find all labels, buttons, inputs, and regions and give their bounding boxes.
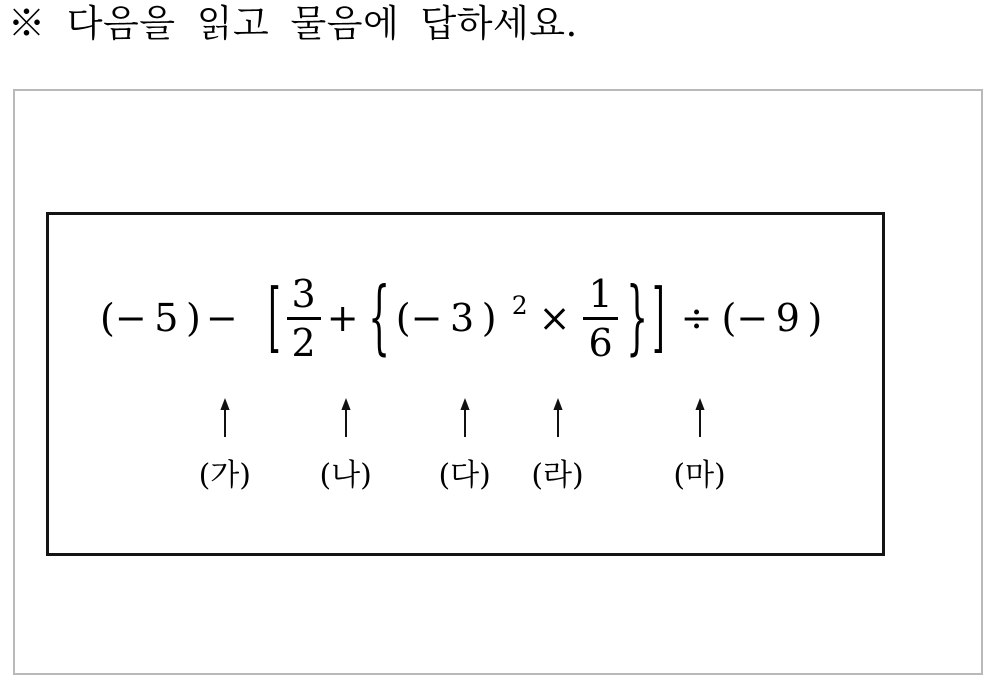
- power-term: [395, 291, 528, 340]
- minus-operator: −: [205, 296, 238, 340]
- annotation-label: (마): [673, 458, 726, 493]
- instruction-heading: ※ 다음을 읽고 물음에 답하세요.: [8, 2, 578, 45]
- left-square-bracket: [: [267, 273, 281, 362]
- annotation-ma: [668, 398, 732, 491]
- fraction-bar: [583, 317, 617, 320]
- fraction-bar: [287, 317, 321, 320]
- up-arrow-icon: [550, 398, 566, 437]
- plus-operator: +: [326, 296, 359, 340]
- up-arrow-icon: [457, 398, 473, 437]
- up-arrow-icon: [217, 398, 233, 437]
- annotation-label: (가): [198, 458, 251, 493]
- math-expression: [100, 262, 822, 374]
- fraction-denominator: 6: [588, 320, 613, 365]
- right-curly-brace: }: [625, 270, 648, 364]
- times-operator: ×: [538, 296, 571, 340]
- term-minus-nine: (− 9 ): [721, 296, 823, 340]
- inner-box: [46, 212, 885, 556]
- annotation-na: [314, 398, 378, 491]
- up-arrow-icon: [692, 398, 708, 437]
- term-minus-three: (− 3 ): [395, 296, 497, 340]
- annotation-ra: [526, 398, 590, 491]
- right-square-bracket: ]: [651, 273, 665, 362]
- annotation-label: (나): [319, 458, 372, 493]
- fraction-denominator: 2: [291, 320, 316, 365]
- annotation-label: (라): [531, 458, 584, 493]
- fraction-three-halves: [287, 271, 321, 365]
- divide-operator: ÷: [680, 296, 713, 340]
- annotation-ga: [193, 398, 257, 491]
- fraction-one-sixth: [583, 271, 617, 365]
- term-minus-five: (− 5 ): [100, 296, 201, 340]
- up-arrow-icon: [338, 398, 354, 437]
- left-curly-brace: {: [367, 270, 390, 364]
- annotation-da: [433, 398, 497, 491]
- fraction-numerator: 1: [588, 271, 613, 316]
- exponent: 2: [511, 291, 528, 320]
- annotation-label: (다): [438, 458, 491, 493]
- fraction-numerator: 3: [291, 271, 316, 316]
